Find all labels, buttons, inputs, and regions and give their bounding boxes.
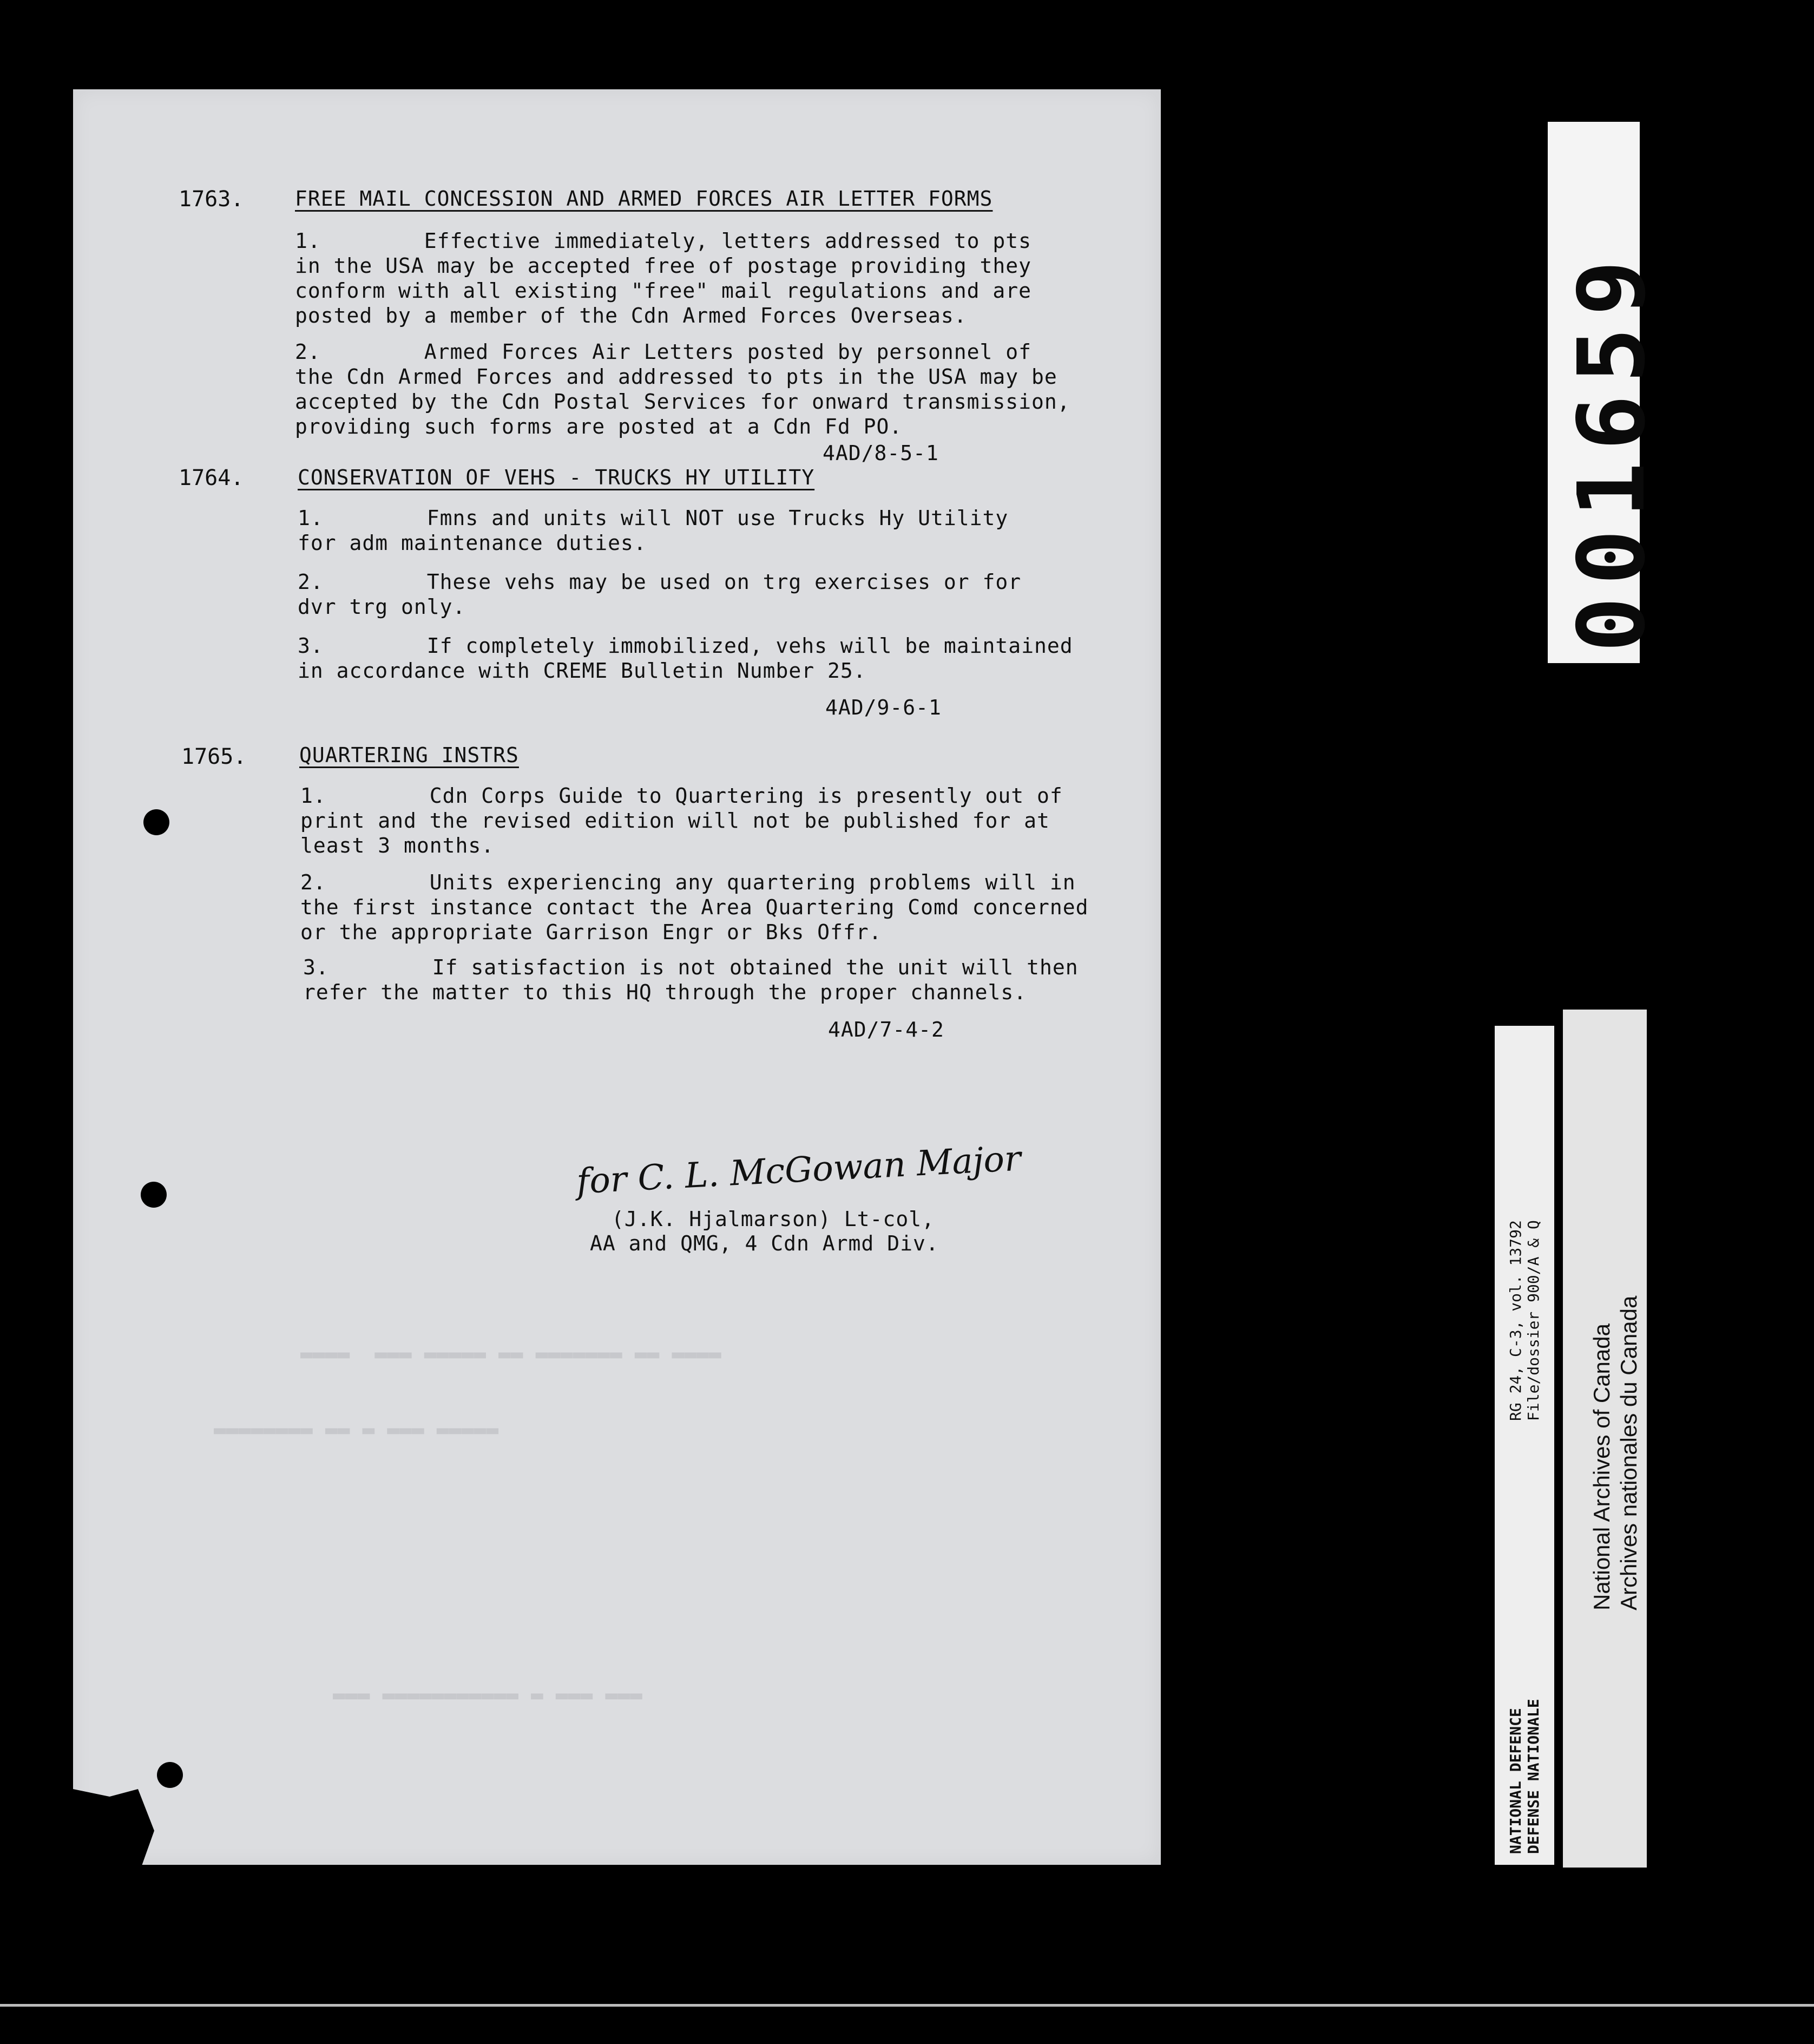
- paragraph-line: in the USA may be accepted free of postage providing they: [295, 254, 1032, 278]
- paragraph-line: 2. These vehs may be used on trg exercises or for: [298, 570, 1022, 594]
- paragraph-line: print and the revised edition will not be published for at: [300, 809, 1050, 833]
- document-page: [73, 89, 1161, 1865]
- frame-number: 001659: [1559, 248, 1666, 652]
- paragraph-line: 2. Units experiencing any quartering problems will in: [300, 870, 1076, 894]
- torn-corner: [73, 1789, 154, 1865]
- paragraph-line: refer the matter to this HQ through the proper channels.: [303, 980, 1027, 1004]
- paragraph-line: 1. Fmns and units will NOT use Trucks Hy Utility: [298, 506, 1009, 530]
- paragraph-line: 1. Effective immediately, letters addressed to pts: [295, 229, 1032, 253]
- file-reference: 4AD/9-6-1: [825, 696, 942, 719]
- paragraph-line: in accordance with CREME Bulletin Number 25.: [298, 659, 866, 683]
- punch-hole: [141, 1182, 167, 1208]
- section-heading: QUARTERING INSTRS: [299, 743, 519, 767]
- national-archives-label: [1563, 1010, 1647, 1868]
- section-number: 1764.: [179, 466, 244, 490]
- bleed-through: ▬▬▬ ▬▬▬▬▬▬▬▬▬▬▬ ▬ ▬▬▬ ▬▬▬: [333, 1686, 642, 1710]
- paragraph-line: 1. Cdn Corps Guide to Quartering is presently out of: [300, 784, 1063, 808]
- handwritten-signature: for C. L. McGowan Major: [575, 1138, 1022, 1202]
- paragraph-line: accepted by the Cdn Postal Services for onward transmission,: [295, 390, 1070, 414]
- signatory-title: AA and QMG, 4 Cdn Armd Div.: [590, 1231, 939, 1255]
- paragraph-line: conform with all existing "free" mail regulations and are: [295, 279, 1032, 303]
- section-number: 1765.: [181, 744, 247, 769]
- paragraph-line: 3. If completely immobilized, vehs will be maintained: [298, 634, 1073, 658]
- bleed-through: ▬▬▬▬ ▬▬▬ ▬▬▬▬▬ ▬▬ ▬▬▬▬▬▬▬ ▬▬ ▬▬▬▬: [300, 1345, 721, 1369]
- punch-hole: [143, 809, 169, 835]
- paragraph-line: dvr trg only.: [298, 595, 466, 619]
- paragraph-line: for adm maintenance duties.: [298, 531, 647, 555]
- archive-reference-line: RG 24, C-3, vol. 13792: [1507, 1220, 1524, 1421]
- section-heading: FREE MAIL CONCESSION AND ARMED FORCES AIR LETTER FORMS: [295, 187, 993, 211]
- paragraph-line: the first instance contact the Area Quartering Comd concerned: [300, 895, 1089, 919]
- paragraph-line: providing such forms are posted at a Cdn Fd PO.: [295, 415, 903, 438]
- paragraph-line: least 3 months.: [300, 834, 495, 857]
- paragraph-line: or the appropriate Garrison Engr or Bks Offr.: [300, 920, 882, 944]
- section-number: 1763.: [179, 187, 244, 212]
- punch-hole: [157, 1762, 183, 1788]
- section-heading: CONSERVATION OF VEHS - TRUCKS HY UTILITY: [298, 466, 815, 489]
- paragraph-line: 2. Armed Forces Air Letters posted by personnel of: [295, 340, 1032, 364]
- film-edge-line: [0, 2004, 1814, 2007]
- paragraph-line: 3. If satisfaction is not obtained the unit will then: [303, 955, 1079, 979]
- archive-reference-line: File/dossier 900/A & Q: [1524, 1220, 1542, 1421]
- paragraph-line: the Cdn Armed Forces and addressed to pts in the USA may be: [295, 365, 1057, 389]
- department-line: NATIONAL DEFENCE: [1507, 1708, 1524, 1854]
- file-reference: 4AD/7-4-2: [828, 1018, 944, 1041]
- archive-reference-label: [1495, 1026, 1554, 1865]
- file-reference: 4AD/8-5-1: [823, 441, 939, 465]
- department-line: DEFENSE NATIONALE: [1524, 1699, 1542, 1854]
- bleed-through: ▬▬▬▬▬▬▬▬ ▬▬ ▬ ▬▬▬ ▬▬▬▬▬: [214, 1421, 499, 1445]
- archives-name-en: National Archives of Canada: [1589, 1324, 1614, 1610]
- signatory-name: (J.K. Hjalmarson) Lt-col,: [612, 1207, 935, 1231]
- paragraph-line: posted by a member of the Cdn Armed Forces Overseas.: [295, 304, 967, 327]
- archives-name-fr: Archives nationales du Canada: [1616, 1295, 1641, 1610]
